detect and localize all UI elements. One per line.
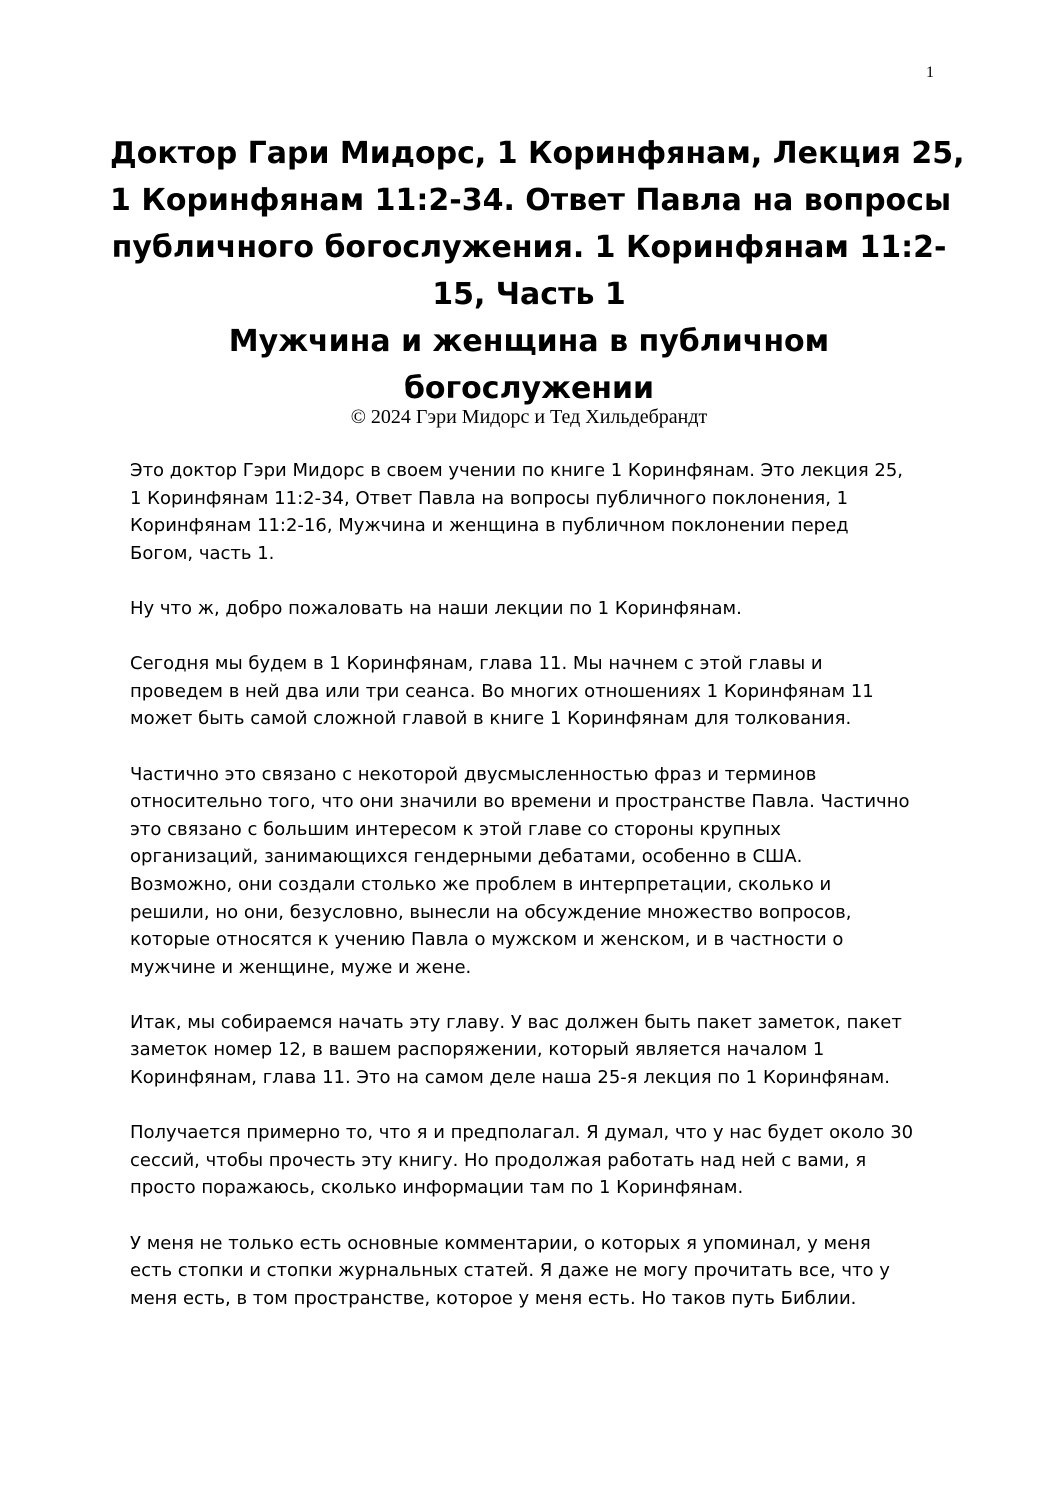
paragraph-line: Итак, мы собираемся начать эту главу. У вас должен быть пакет заметок, пакет xyxy=(130,1011,902,1033)
paragraph-line: может быть самой сложной главой в книге 1 Коринфянам для толкования. xyxy=(130,708,852,730)
title-line: 1 Коринфянам 11:2-34. Ответ Павла на вопросы xyxy=(110,183,952,218)
title-line: 15, Часть 1 xyxy=(432,277,626,312)
title-line: Мужчина и женщина в публичном xyxy=(228,324,830,359)
paragraph-line: Богом, часть 1. xyxy=(130,542,275,564)
body-text xyxy=(130,457,950,1340)
paragraph-line: относительно того, что они значили во времени и пространстве Павла. Частично xyxy=(130,791,910,813)
paragraph xyxy=(130,1009,950,1092)
paragraph-line: есть стопки и стопки журнальных статей. Я даже не могу прочитать все, что у xyxy=(130,1260,890,1282)
paragraph-line: меня есть, в том пространстве, которое у меня есть. Но таков путь Библии. xyxy=(130,1287,857,1309)
paragraph xyxy=(130,1230,950,1313)
paragraph-line: Сегодня мы будем в 1 Коринфянам, глава 11. Мы начнем с этой главы и xyxy=(130,653,823,675)
paragraph-line: Возможно, они создали столько же проблем в интерпретации, сколько и xyxy=(130,873,832,895)
paragraph-line: Ну что ж, добро пожаловать на наши лекции по 1 Коринфянам. xyxy=(130,597,742,619)
paragraph-line: это связано с большим интересом к этой главе со стороны крупных xyxy=(130,818,781,840)
paragraph-line: которые относятся к учению Павла о мужском и женском, и в частности о xyxy=(130,929,844,951)
paragraph-line: Частично это связано с некоторой двусмысленностью фраз и терминов xyxy=(130,763,817,785)
paragraph xyxy=(130,595,950,623)
title-line: Доктор Гари Мидорс, 1 Коринфянам, Лекция 25, xyxy=(110,136,965,171)
paragraph-line: Коринфянам, глава 11. Это на самом деле наша 25-я лекция по 1 Коринфянам. xyxy=(130,1067,890,1089)
paragraph-line: проведем в ней два или три сеанса. Во многих отношениях 1 Коринфянам 11 xyxy=(130,680,874,702)
paragraph-line: решили, но они, безусловно, вынесли на обсуждение множество вопросов, xyxy=(130,901,852,923)
paragraph-line: сессий, чтобы прочесть эту книгу. Но продолжая работать над ней с вами, я xyxy=(130,1149,867,1171)
paragraph-line: Получается примерно то, что я и предполагал. Я думал, что у нас будет около 30 xyxy=(130,1122,914,1144)
paragraph-line: заметок номер 12, в вашем распоряжении, который является началом 1 xyxy=(130,1039,825,1061)
paragraph xyxy=(130,1119,950,1202)
paragraph-line: Коринфянам 11:2-16, Мужчина и женщина в публичном поклонении перед xyxy=(130,515,849,537)
paragraph-line: Это доктор Гэри Мидорс в своем учении по книге 1 Коринфянам. Это лекция 25, xyxy=(130,460,904,481)
document-title xyxy=(110,130,965,412)
paragraph-line: организаций, занимающихся гендерными дебатами, особенно в США. xyxy=(130,846,803,868)
copyright-notice: © 2024 Гэри Мидорс и Тед Хильдебрандт xyxy=(350,406,708,428)
paragraph xyxy=(130,457,950,567)
title-line: богослужении xyxy=(403,371,655,406)
title-line: публичного богослужения. 1 Коринфянам 11:2- xyxy=(111,230,947,265)
page-number: 1 xyxy=(926,64,934,81)
paragraph xyxy=(130,650,950,733)
paragraph-line: 1 Коринфянам 11:2-34, Ответ Павла на вопросы публичного поклонения, 1 xyxy=(130,487,849,509)
paragraph-line: мужчине и женщине, муже и жене. xyxy=(130,956,472,978)
paragraph-line: У меня не только есть основные комментарии, о которых я упоминал, у меня xyxy=(130,1232,871,1254)
paragraph-line: просто поражаюсь, сколько информации там по 1 Коринфянам. xyxy=(130,1177,744,1199)
paragraph xyxy=(130,761,950,982)
